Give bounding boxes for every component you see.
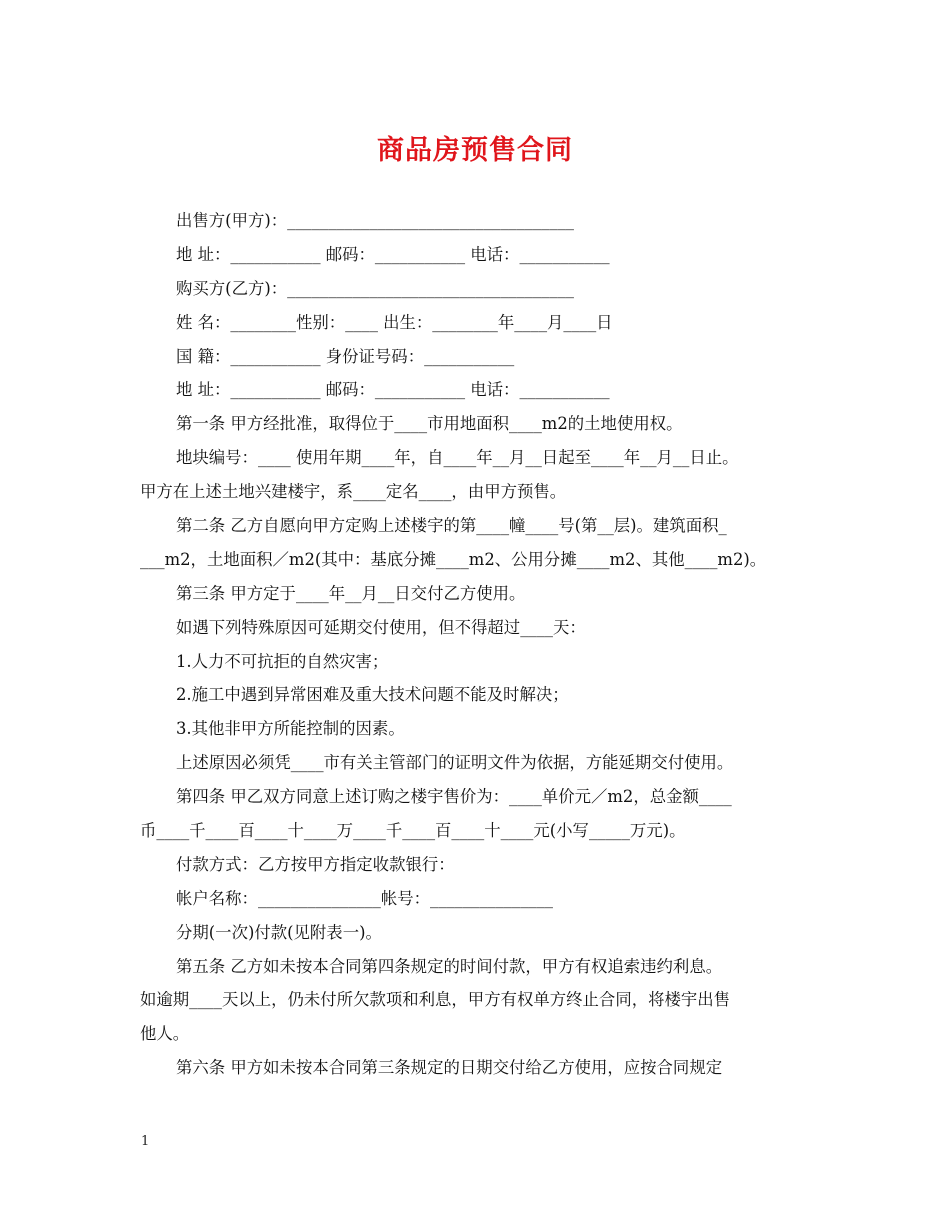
text-line: 地 址：___________ 邮码：___________ 电话：___________ bbox=[176, 380, 610, 400]
text-line: 购买方(乙方)：___________________________________ bbox=[176, 278, 574, 298]
text-line: 如遇下列特殊原因可延期交付使用，但不得超过____天： bbox=[176, 617, 586, 637]
text-line: 3.其他非甲方所能控制的因素。 bbox=[176, 719, 405, 739]
text-line: 第三条 甲方定于____年__月__日交付乙方使用。 bbox=[176, 583, 526, 603]
text-line: 第二条 乙方自愿向甲方定购上述楼宇的第____幢____号(第__层)。建筑面积_ bbox=[176, 516, 727, 536]
text-line: 他人。 bbox=[140, 1024, 190, 1044]
text-line: 国 籍：___________ 身份证号码：___________ bbox=[176, 346, 515, 366]
text-line: 第四条 甲乙双方同意上述订购之楼宇售价为：____单价元／m2，总金额____ bbox=[176, 787, 732, 807]
text-line: 出售方(甲方)：___________________________________ bbox=[176, 211, 574, 230]
text-line: 第六条 甲方如未按本合同第三条规定的日期交付给乙方使用，应按合同规定 bbox=[176, 1058, 723, 1078]
text-line: 甲方在上述土地兴建楼宇，系____定名____，由甲方预售。 bbox=[140, 482, 567, 502]
document-body bbox=[140, 204, 820, 1085]
page-number: 1 bbox=[141, 1134, 150, 1149]
text-line: 付款方式：乙方按甲方指定收款银行： bbox=[176, 854, 455, 874]
text-line: 币____千____百____十____万____千____百____十____元(小写_____万元)。 bbox=[140, 821, 686, 841]
text-line: 第一条 甲方经批准，取得位于____市用地面积____m2的土地使用权。 bbox=[176, 414, 683, 434]
text-line: 姓 名：________性别：____ 出生：________年____月____日 bbox=[176, 312, 613, 332]
text-line: 2.施工中遇到异常困难及重大技术问题不能及时解决； bbox=[176, 685, 569, 705]
text-line: 分期(一次)付款(见附表一)。 bbox=[176, 922, 382, 942]
document-title: 商品房预售合同 bbox=[377, 135, 573, 166]
text-line: 第五条 乙方如未按本合同第四条规定的时间付款，甲方有权追索违约利息。 bbox=[176, 956, 723, 976]
text-line: 地 址：___________ 邮码：___________ 电话：___________ bbox=[176, 244, 610, 264]
text-line: 帐户名称：_______________帐号：_______________ bbox=[176, 888, 553, 908]
text-line: 上述原因必须凭____市有关主管部门的证明文件为依据，方能延期交付使用。 bbox=[176, 753, 734, 773]
text-line: 1.人力不可抗拒的自然灾害； bbox=[176, 651, 389, 671]
text-line: 地块编号：____ 使用年期____年，自____年__月__日起至____年__月__日止。 bbox=[176, 448, 739, 468]
text-line: 如逾期____天以上，仍未付所欠款项和利息，甲方有权单方终止合同，将楼宇出售 bbox=[140, 990, 731, 1010]
text-line: ___m2，土地面积／m2(其中：基底分摊____m2、公用分摊____m2、其他____m2)。 bbox=[140, 549, 767, 569]
